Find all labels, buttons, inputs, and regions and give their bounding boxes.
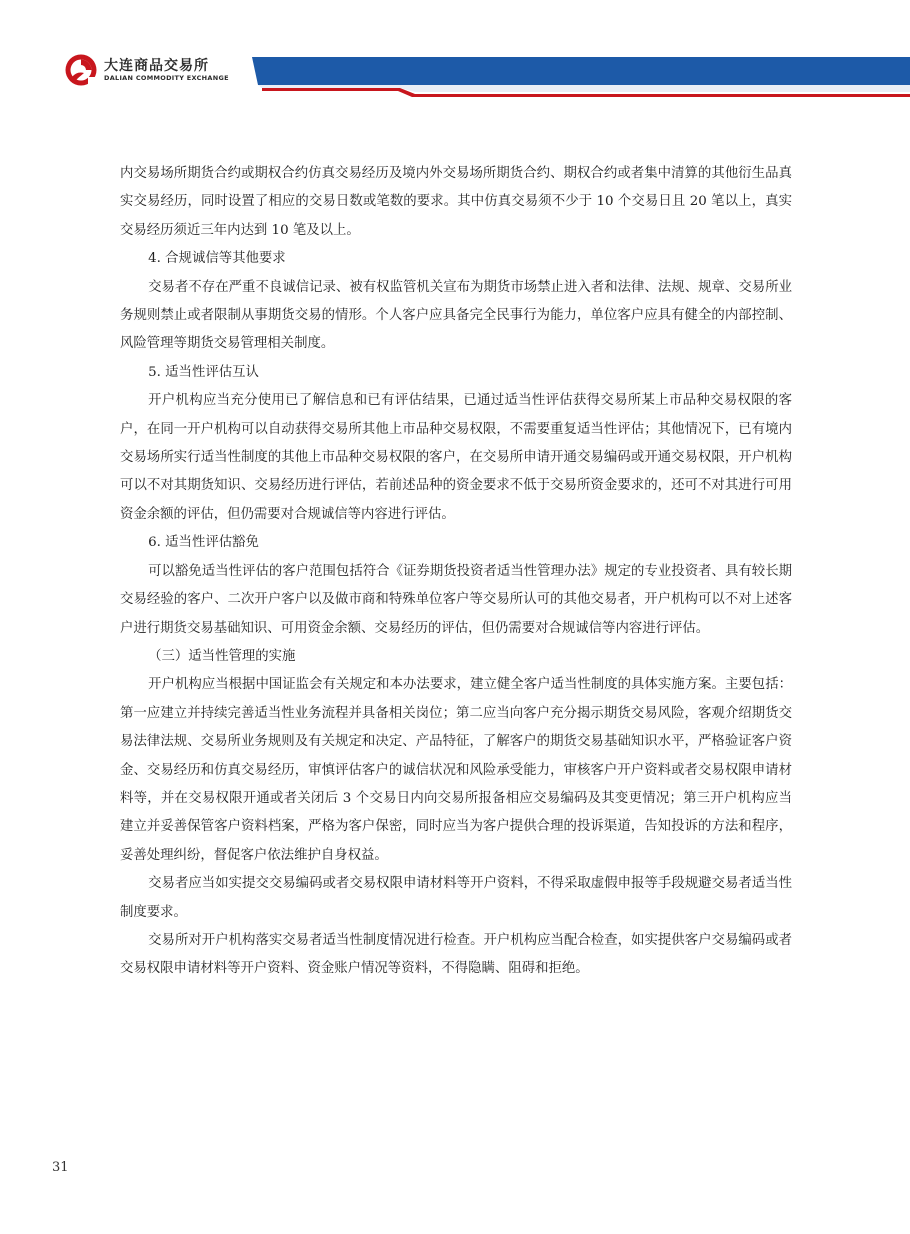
section-heading: 4. 合规诚信等其他要求 (148, 251, 286, 267)
section-heading: 5. 适当性评估互认 (148, 364, 259, 380)
section-heading: （三）适当性管理的实施 (148, 648, 296, 664)
exchange-logo (64, 52, 229, 88)
paragraph: 交易所对开户机构落实交易者适当性制度情况进行检查。开户机构应当配合检查，如实提供客户交易编码或者交易权限申请材料等开户资料、资金账户情况等资料，不得隐瞒、阻碍和拒绝。 (120, 932, 792, 977)
page-number: 31 (52, 1160, 69, 1175)
document-body (120, 160, 792, 984)
paragraph: 内交易场所期货合约或期权合约仿真交易经历及境内外交易场所期货合约、期权合约或者集中清算的其他衍生品真实交易经历，同时设置了相应的交易日数或笔数的要求。其中仿真交易须不少于 10 个交易日且 20 笔以上，真实交易经历须近三年内达到 10 笔及以上。 (120, 166, 792, 238)
paragraph: 开户机构应当根据中国证监会有关规定和本办法要求，建立健全客户适当性制度的具体实施方案。主要包括：第一应建立并持续完善适当性业务流程并具备相关岗位；第二应当向客户充分揭示期货交易风险，客观介绍期货交易法律法规、交易所业务规则及有关规定和决定、产品特征，了解客户的期货交易基础知识水平，严格验证客户资金、交易经历和仿真交易经历，审慎评估客户的诚信状况和风险承受能力，审核客户开户资料或者交易权限申请材料等，并在交易权限开通或者关闭后 3 个交易日内向交易所报备相应交易编码及其变更情况；第三开户机构应当建立并妥善保管客户资料档案，严格为客户保密，同时应当为客户提供合理的投诉渠道，告知投诉的方法和程序，妥善处理纠纷，督促客户依法维护自身权益。 (120, 677, 792, 863)
paragraph: 交易者不存在严重不良诚信记录、被有权监管机关宣布为期货市场禁止进入者和法律、法规、规章、交易所业务规则禁止或者限制从事期货交易的情形。个人客户应具备完全民事行为能力，单位客户应具有健全的内部控制、风险管理等期货交易管理相关制度。 (120, 279, 792, 352)
paragraph: 可以豁免适当性评估的客户范围包括符合《证券期货投资者适当性管理办法》规定的专业投资者、具有较长期交易经验的客户、二次开户客户以及做市商和特殊单位客户等交易所认可的其他交易者，开户机构可以不对上述客户进行期货交易基础知识、可用资金余额、交易经历的评估，但仍需要对合规诚信等内容进行评估。 (120, 563, 792, 636)
logo-name-en: DALIAN COMMODITY EXCHANGE (104, 73, 229, 82)
paragraph: 交易者应当如实提交交易编码或者交易权限申请材料等开户资料，不得采取虚假申报等手段规避交易者适当性制度要求。 (120, 876, 792, 920)
page-header (0, 0, 910, 100)
dce-logo-icon (64, 53, 98, 87)
logo-name-cn: 大连商品交易所 (104, 57, 209, 74)
section-heading: 6. 适当性评估豁免 (148, 535, 259, 551)
paragraph: 开户机构应当充分使用已了解信息和已有评估结果，已通过适当性评估获得交易所某上市品种交易权限的客户，在同一开户机构可以自动获得交易所其他上市品种交易权限，不需要重复适当性评估；其他情况下，已有境内交易场所实行适当性制度的其他上市品种交易权限的客户，在交易所申请开通交易编码或开通交易权限，开户机构可以不对其期货知识、交易经历进行评估，若前述品种的资金要求不低于交易所资金要求的，还可不对其进行可用资金余额的评估，但仍需要对合规诚信等内容进行评估。 (120, 393, 792, 522)
